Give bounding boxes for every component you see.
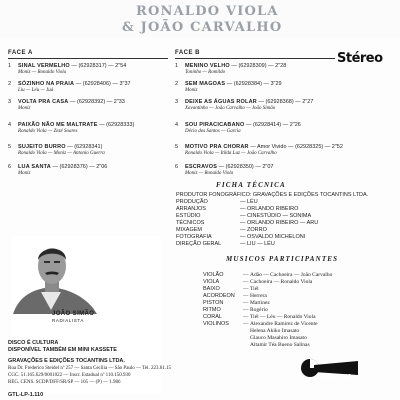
- track-code: (62928325): [295, 144, 324, 150]
- track-line: VOLTA PRA CASA — (62928392) — 2"33: [18, 99, 125, 105]
- credit-role: PRODUÇÃO: [176, 199, 208, 205]
- track-line: SUJEITO BURRO — (62928341): [18, 144, 103, 150]
- catalog-code: GTL-LP-1.110: [8, 392, 44, 398]
- track-line: MOTIVO PRA CHORAR — Amor Vivido — (62928325) — 2"52: [185, 144, 343, 150]
- track-a3: [8, 99, 178, 117]
- track-line: SOU PIRACICABANO — (62928414) — 2"26: [185, 122, 301, 128]
- musician-row: [203, 279, 398, 286]
- track-code: (62928414): [253, 122, 282, 128]
- track-b5: [175, 144, 395, 162]
- credit-dash: —: [240, 206, 246, 212]
- credit-role: TÉCNICOS: [176, 220, 205, 226]
- track-a4: [8, 122, 178, 140]
- credit-row: [176, 227, 396, 234]
- track-code: (62928384): [233, 81, 262, 87]
- musician-name: Tiél — Léu — Ronaldo Viola: [250, 314, 316, 320]
- credit-dash: —: [240, 213, 246, 219]
- disco-cultura-text: DISCO É CULTURA: [8, 340, 59, 346]
- track-title: LUA SANTA: [18, 164, 51, 170]
- credit-row: [176, 213, 396, 220]
- credit-role: DIREÇÃO GERAL: [176, 241, 222, 247]
- disponivel-text: DISPONÍVEL TAMBÉM EM MINI KASSETE: [8, 347, 117, 353]
- credit-role: FOTOGRAFIA: [176, 234, 212, 240]
- credit-name: ORLANDO RIBEIRO: [247, 206, 299, 212]
- track-subtitle: — Amor Vivido —: [250, 144, 294, 150]
- track-code: (62928350): [225, 164, 254, 170]
- track-credit: Toninho — Romildo: [185, 69, 226, 75]
- track-line: DEIXE AS ÁGUAS ROLAR — (62928368) — 2"27: [185, 99, 314, 105]
- track-title: SEM MAGOAS: [185, 81, 226, 87]
- track-b3: [175, 99, 345, 117]
- track-number: 2: [8, 81, 12, 87]
- musician-dash: —: [243, 279, 249, 285]
- credit-row: [176, 241, 396, 248]
- credit-row: [176, 220, 396, 227]
- musician-name: Tiél: [250, 286, 259, 292]
- credit-role: ARRANJOS: [176, 206, 206, 212]
- track-duration: 3"29: [270, 81, 282, 87]
- credit-role: ESTÚDIO: [176, 213, 201, 219]
- track-line: LUA SANTA — (62928376) — 2"06: [18, 164, 108, 170]
- track-number: 3: [175, 99, 179, 105]
- musician-row: [203, 328, 398, 335]
- ficha-tecnica-title: FICHA TÉCNICA: [216, 181, 286, 189]
- musician-dash: —: [243, 300, 249, 306]
- track-b2: [175, 81, 345, 99]
- track-code: (62928341): [74, 144, 103, 150]
- musician-role: PISTON: [203, 300, 224, 306]
- musician-row: [203, 314, 398, 321]
- track-duration: 2"26: [289, 122, 301, 128]
- credit-row: [176, 206, 396, 213]
- track-credit: Moniz — Ronaldo Viola: [18, 69, 67, 75]
- credit-dash: —: [240, 241, 246, 247]
- track-title: ESCRAVOS: [185, 164, 218, 170]
- credit-row: [176, 234, 396, 241]
- track-code: (62928317): [78, 63, 107, 69]
- musician-row: [203, 342, 398, 349]
- track-title: MENINO VELHO: [185, 63, 230, 69]
- musician-role: CORAL: [203, 314, 222, 320]
- track-code: (62928368): [265, 99, 294, 105]
- credit-name: LÉU: [247, 199, 258, 205]
- face-b-divider: [175, 58, 335, 59]
- credit-dash: —: [240, 199, 246, 205]
- musician-name: Altamir Téa Bueno Salinas: [250, 342, 310, 348]
- musician-row: [203, 272, 398, 279]
- track-number: 6: [8, 164, 12, 170]
- track-duration: 2"52: [331, 144, 343, 150]
- track-credit: Xavantinho — João Carvalho — João Simão: [185, 105, 276, 111]
- artist-name-line-2: & JOÃO CARVALHO: [122, 20, 283, 35]
- track-duration: 2"33: [113, 99, 125, 105]
- credit-dash: —: [240, 227, 246, 233]
- track-number: 5: [175, 144, 179, 150]
- musician-dash: —: [243, 293, 249, 299]
- credit-name: CINESTÚDIO — SONIMA: [247, 213, 312, 219]
- musician-row: [203, 321, 398, 328]
- credit-name: LIU — LÉU: [247, 241, 275, 247]
- track-credit: Ronaldo Viola — Zezé Soares: [18, 128, 78, 134]
- track-number: 1: [8, 63, 12, 69]
- musician-name: Alexandre Ramirez de Vicente: [250, 321, 318, 327]
- track-title: MOTIVO PRA CHORAR: [185, 144, 249, 150]
- track-b4: [175, 122, 345, 140]
- musician-row: [203, 307, 398, 314]
- track-title: SOU PIRACICABANO: [185, 122, 245, 128]
- track-duration: 2"27: [302, 99, 314, 105]
- track-line: PAIXÃO NÃO ME MALTRATE — (62928333): [18, 122, 135, 128]
- credit-role: MIXAGEM: [176, 227, 202, 233]
- track-title: DEIXE AS ÁGUAS ROLAR: [185, 99, 257, 105]
- musician-row: [203, 300, 398, 307]
- credit-name: ZORRO: [247, 227, 267, 233]
- photo-caption-role: RADIALISTA: [52, 318, 84, 323]
- stereo-logo: Stéreo: [337, 51, 383, 66]
- track-a2: [8, 81, 178, 99]
- musician-name: Helena Akiko Imasato: [250, 328, 300, 334]
- track-credit: Moniz — Ronaldo Viola: [185, 170, 234, 176]
- track-b1: [175, 63, 345, 81]
- track-credit: Ronaldo Viola — Itilda Luz — João Carvalho: [185, 150, 277, 156]
- track-duration: 3"37: [119, 81, 131, 87]
- musician-name: Adão — Cachoeira — João Carvalho: [250, 272, 333, 278]
- musician-name: Glauco Masahiro Imasato: [250, 335, 307, 341]
- musician-role: VIOLA: [203, 279, 220, 285]
- track-code: (62928376): [59, 164, 88, 170]
- track-code: (62928392): [77, 99, 106, 105]
- track-number: 6: [175, 164, 179, 170]
- credit-name: ORLANDO RIBEIRO — ARU: [247, 220, 319, 226]
- musician-dash: —: [243, 314, 249, 320]
- face-a-title: FACE A: [8, 50, 33, 56]
- musician-role: ACORDEON: [203, 293, 235, 299]
- musician-role: VIOLÃO: [203, 272, 224, 278]
- track-number: 4: [175, 122, 179, 128]
- track-code: (62928333): [106, 122, 135, 128]
- musician-name: Martinez: [250, 300, 270, 306]
- track-code: (62928406): [82, 81, 111, 87]
- musician-dash: —: [243, 307, 249, 313]
- track-line: SÓZINHO NA PRAIA — (62928406) — 3"37: [18, 81, 131, 87]
- track-b6: [175, 164, 345, 182]
- musician-name: Rogério: [250, 307, 268, 313]
- producer-line: PRODUTOR FONOGRÁFICO: GRAVAÇÕES E EDIÇÕES TOCANTINS LTDA.: [176, 192, 369, 198]
- face-a-divider: [8, 58, 168, 59]
- track-credit: Liu — Léu — Juá: [18, 87, 54, 93]
- track-credit: Ronaldo Viola — Moniz — Antonio Guerra: [18, 150, 105, 156]
- musician-dash: —: [243, 272, 249, 278]
- record-label-name: GRAVAÇÕES E EDIÇÕES TOCANTINS LTDA.: [8, 358, 125, 364]
- face-b-title: FACE B: [175, 50, 201, 56]
- credit-name: OSVALDO MICHELONI: [247, 234, 306, 240]
- musician-dash: —: [243, 286, 249, 292]
- track-title: SÓZINHO NA PRAIA: [18, 81, 75, 87]
- track-line: MENINO VELHO — (62928309) — 2"28: [185, 63, 287, 69]
- track-title: PAIXÃO NÃO ME MALTRATE: [18, 122, 98, 128]
- track-credit: Moniz: [18, 170, 31, 176]
- track-title: VOLTA PRA CASA: [18, 99, 69, 105]
- musician-name: Herrera: [250, 293, 267, 299]
- track-number: 5: [8, 144, 12, 150]
- artist-name-line-1: RONALDO VIOLA: [136, 4, 279, 19]
- musician-row: [203, 335, 398, 342]
- track-credit: Décio dos Santos — Garcia: [185, 128, 241, 134]
- musician-dash: —: [243, 321, 249, 327]
- tocantins-logo-text: TOCANTINS: [316, 374, 352, 380]
- track-title: SINAL VERMELHO: [18, 63, 70, 69]
- photo-caption-name: JOÃO SIMÃO: [52, 311, 95, 317]
- track-number: 4: [8, 122, 12, 128]
- track-duration: 2"06: [96, 164, 108, 170]
- track-credit: Moniz: [18, 105, 31, 111]
- track-line: SINAL VERMELHO — (62928317) — 2"54: [18, 63, 127, 69]
- track-title: SUJEITO BURRO: [18, 144, 66, 150]
- track-line: ESCRAVOS — (62928350) — 2"07: [185, 164, 274, 170]
- musician-role: RITMO: [203, 307, 221, 313]
- musician-role: BAIXO: [203, 286, 220, 292]
- label-address-line-3: REG. CENS. SCDP/DFF/SR/SP — 105 — (P) — 1.986: [8, 380, 121, 385]
- track-duration: 2"54: [115, 63, 127, 69]
- musician-role: VIOLINOS: [203, 321, 229, 327]
- musician-row: [203, 286, 398, 293]
- track-number: 1: [175, 63, 179, 69]
- track-a6: [8, 164, 178, 182]
- track-number: 3: [8, 99, 12, 105]
- label-address-line-1: Rua Dr. Frederico Steidel nº 257 — Santa Cecília — São Paulo — Tel. 223.61.15: [8, 366, 172, 371]
- credit-dash: —: [240, 220, 246, 226]
- credit-dash: —: [240, 234, 246, 240]
- track-a5: [8, 144, 178, 162]
- track-a1: [8, 63, 178, 81]
- musician-name: Cachoeira — Ronaldo Viola: [250, 279, 313, 285]
- track-line: SEM MAGOAS — (62928384) — 3"29: [185, 81, 282, 87]
- track-number: 2: [175, 81, 179, 87]
- musician-row: [203, 293, 398, 300]
- track-duration: 2"28: [275, 63, 287, 69]
- musicos-title: MUSICOS PARTICIPANTES: [226, 255, 339, 263]
- label-address-line-2: CGC. 51.165.629/0001022 — Inscr. Estadual nº 110.150.930: [8, 373, 131, 378]
- track-code: (62928309): [238, 63, 267, 69]
- credit-row: [176, 199, 396, 206]
- track-duration: 2"07: [262, 164, 274, 170]
- track-credit: Moniz: [185, 87, 198, 93]
